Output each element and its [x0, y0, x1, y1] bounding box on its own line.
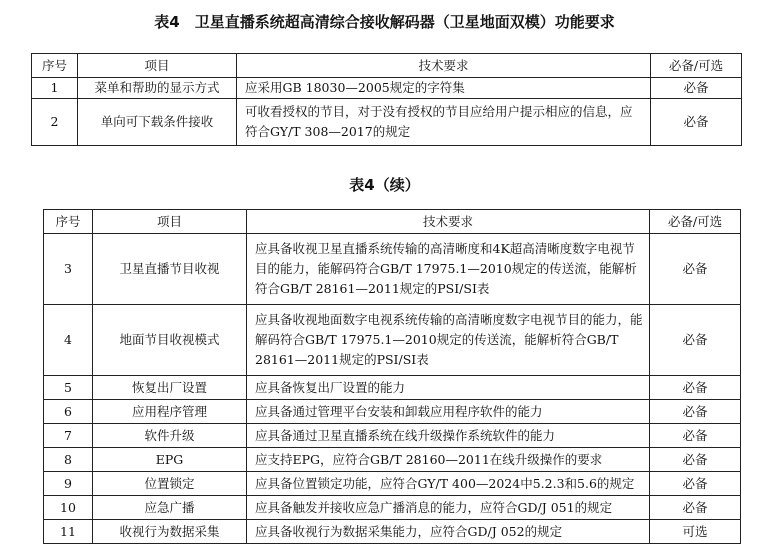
row-requirement: 应具备触发并接收应急广播消息的能力，应符合GD/J 051的规定 — [247, 496, 650, 520]
row-required-optional: 必备 — [650, 400, 741, 424]
row-requirement: 应具备通过卫星直播系统在线升级操作系统软件的能力 — [247, 424, 650, 448]
table-row — [44, 376, 741, 400]
row-no: 1 — [32, 78, 78, 99]
row-item: 地面节目收视模式 — [93, 305, 247, 376]
table-row — [32, 78, 742, 99]
row-item: EPG — [93, 448, 247, 472]
row-no: 6 — [44, 400, 93, 424]
header-item: 项目 — [78, 54, 237, 78]
row-requirement: 应具备收视卫星直播系统传输的高清晰度和4K超高清晰度数字电视节目的能力，能解码符合GB/T 17975.1—2010规定的传送流，能解析符合GB/T 28161—2011规定的PSI/SI表 — [247, 234, 650, 305]
header-required-optional: 必备/可选 — [651, 54, 742, 78]
table-row — [44, 305, 741, 376]
row-item: 位置锁定 — [93, 472, 247, 496]
row-no: 4 — [44, 305, 93, 376]
row-required-optional: 必备 — [651, 99, 742, 146]
function-requirements-table-continued — [43, 209, 741, 544]
row-no: 8 — [44, 448, 93, 472]
row-item: 应用程序管理 — [93, 400, 247, 424]
table-row — [44, 448, 741, 472]
header-requirement: 技术要求 — [247, 210, 650, 234]
row-requirement: 可收看授权的节目，对于没有授权的节目应给用户提示相应的信息，应符合GY/T 308—2017的规定 — [237, 99, 651, 146]
row-no: 9 — [44, 472, 93, 496]
header-required-optional: 必备/可选 — [650, 210, 741, 234]
header-requirement: 技术要求 — [237, 54, 651, 78]
row-required-optional: 必备 — [650, 305, 741, 376]
row-item: 菜单和帮助的显示方式 — [78, 78, 237, 99]
function-requirements-table — [31, 53, 742, 146]
row-required-optional: 必备 — [651, 78, 742, 99]
table-row — [44, 400, 741, 424]
row-requirement: 应具备收视行为数据采集能力，应符合GD/J 052的规定 — [247, 520, 650, 544]
row-requirement: 应具备恢复出厂设置的能力 — [247, 376, 650, 400]
row-required-optional: 必备 — [650, 234, 741, 305]
row-no: 7 — [44, 424, 93, 448]
table-row — [44, 520, 741, 544]
table-row — [44, 234, 741, 305]
row-required-optional: 可选 — [650, 520, 741, 544]
row-item: 恢复出厂设置 — [93, 376, 247, 400]
row-no: 2 — [32, 99, 78, 146]
table-header-row — [44, 210, 741, 234]
row-required-optional: 必备 — [650, 424, 741, 448]
row-required-optional: 必备 — [650, 376, 741, 400]
row-requirement: 应支持EPG，应符合GB/T 28160—2011在线升级操作的要求 — [247, 448, 650, 472]
row-requirement: 应具备位置锁定功能，应符合GY/T 400—2024中5.2.3和5.6的规定 — [247, 472, 650, 496]
row-item: 软件升级 — [93, 424, 247, 448]
row-item: 单向可下载条件接收 — [78, 99, 237, 146]
row-item: 收视行为数据采集 — [93, 520, 247, 544]
row-required-optional: 必备 — [650, 472, 741, 496]
table-row — [44, 424, 741, 448]
row-no: 10 — [44, 496, 93, 520]
table-row — [44, 496, 741, 520]
continued-table-title: 表4（续） — [349, 176, 420, 194]
row-item: 应急广播 — [93, 496, 247, 520]
row-required-optional: 必备 — [650, 496, 741, 520]
row-no: 11 — [44, 520, 93, 544]
table-header-row — [32, 54, 742, 78]
header-no: 序号 — [44, 210, 93, 234]
row-requirement: 应具备收视地面数字电视系统传输的高清晰度数字电视节目的能力，能解码符合GB/T 17975.1—2010规定的传送流，能解析符合GB/T 28161—2011规定的PSI/SI表 — [247, 305, 650, 376]
row-requirement: 应具备通过管理平台安装和卸载应用程序软件的能力 — [247, 400, 650, 424]
row-item: 卫星直播节目收视 — [93, 234, 247, 305]
row-requirement: 应采用GB 18030—2005规定的字符集 — [237, 78, 651, 99]
row-no: 3 — [44, 234, 93, 305]
header-item: 项目 — [93, 210, 247, 234]
header-no: 序号 — [32, 54, 78, 78]
table-row — [44, 472, 741, 496]
table-title: 表4 卫星直播系统超高清综合接收解码器（卫星地面双模）功能要求 — [154, 13, 615, 31]
row-no: 5 — [44, 376, 93, 400]
row-required-optional: 必备 — [650, 448, 741, 472]
table-row — [32, 99, 742, 146]
